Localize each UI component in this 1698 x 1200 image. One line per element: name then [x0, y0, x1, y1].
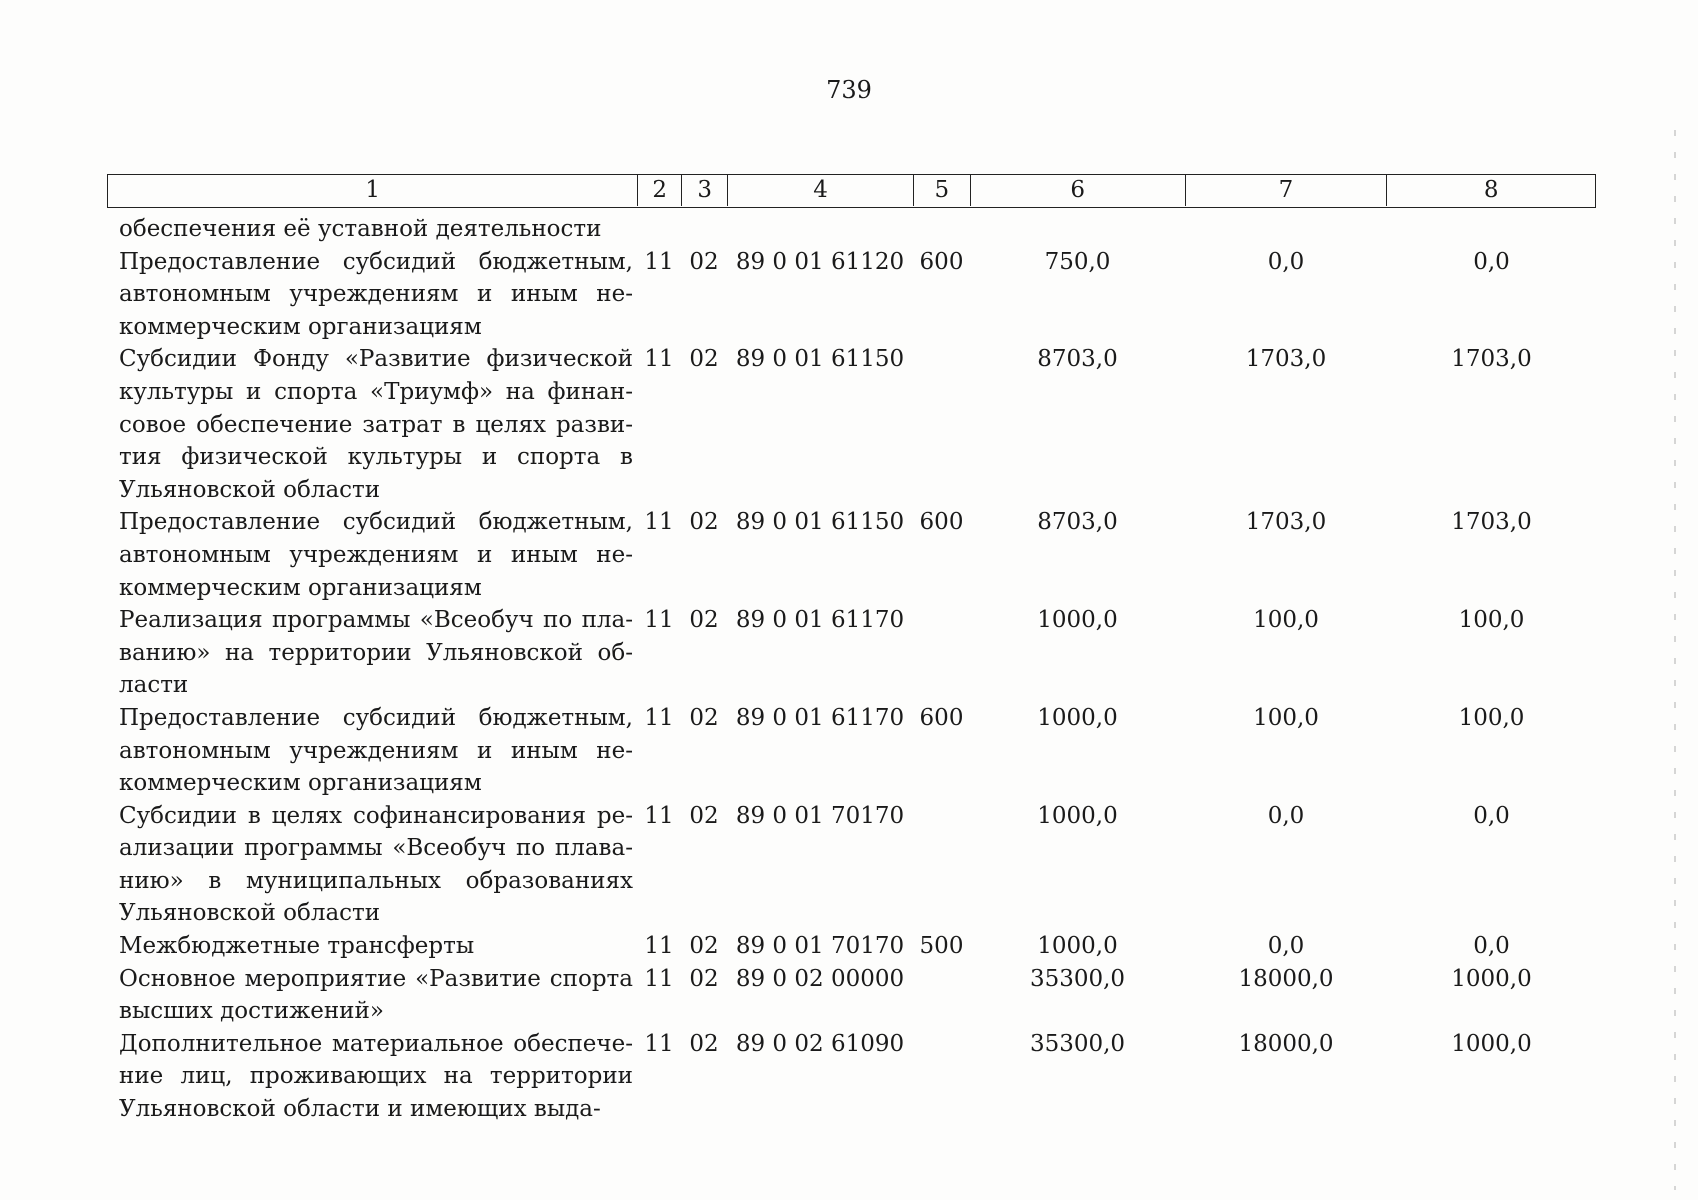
header-col-1: 1	[365, 177, 380, 203]
description-line: ванию» на территории Ульяновской об-	[119, 639, 633, 666]
table-header	[107, 174, 1596, 208]
table-row	[107, 1028, 1596, 1126]
table-row	[107, 800, 1596, 930]
cell-col-4: 89 0 01 61170	[735, 607, 905, 634]
description-line: Предоставление субсидий бюджетным,	[119, 248, 633, 275]
description-line: совое обеспечение затрат в целях разви-	[119, 411, 633, 438]
cell-col-2: 11	[644, 509, 674, 536]
cell-col-8: 100,0	[1458, 704, 1525, 731]
cell-col-3: 02	[689, 965, 719, 992]
cell-col-8: 1000,0	[1451, 965, 1532, 992]
cell-col-6: 1000,0	[1037, 607, 1118, 634]
row-description	[107, 800, 637, 930]
description-line: обеспечения её уставной деятельности	[119, 216, 602, 242]
cell-col-6: 1000,0	[1037, 802, 1118, 829]
description-line: Ульяновской области	[119, 900, 381, 927]
description-line: Предоставление субсидий бюджетным,	[119, 704, 633, 731]
cell-col-4: 89 0 02 00000	[735, 965, 905, 992]
description-line: Межбюджетные трансферты	[119, 933, 475, 960]
cell-col-7: 100,0	[1253, 704, 1319, 731]
cell-col-7: 0,0	[1267, 248, 1305, 275]
page-number: 739	[826, 76, 872, 104]
cell-col-6: 35300,0	[1029, 1030, 1126, 1057]
table-body	[107, 213, 1596, 1126]
description-line: автономным учреждениям и иным не-	[119, 541, 633, 568]
cell-col-2: 11	[644, 607, 674, 634]
cell-col-6: 8703,0	[1037, 346, 1118, 373]
cell-col-5: 600	[919, 509, 964, 536]
description-line: коммерческим организациям	[119, 574, 482, 601]
header-col-5: 5	[913, 175, 970, 206]
cell-col-4: 89 0 01 70170	[735, 933, 905, 960]
cell-col-8: 100,0	[1458, 607, 1525, 634]
description-line: Дополнительное материальное обеспече-	[119, 1030, 633, 1057]
header-col-2: 2	[637, 175, 681, 206]
table-row	[107, 213, 1596, 246]
cell-col-5: 600	[919, 248, 964, 275]
description-line: Субсидии в целях софинансирования ре-	[119, 802, 633, 829]
cell-col-7: 1703,0	[1245, 509, 1327, 536]
row-description	[107, 1028, 637, 1126]
row-description	[107, 506, 637, 604]
cell-col-4: 89 0 01 70170	[735, 802, 905, 829]
cell-col-2: 11	[644, 965, 674, 992]
description-line: ние лиц, проживающих на территории	[119, 1063, 633, 1090]
row-description	[107, 343, 637, 506]
cell-col-8: 1703,0	[1451, 509, 1532, 536]
cell-col-7: 0,0	[1267, 933, 1305, 960]
cell-col-4: 89 0 02 61090	[735, 1030, 905, 1057]
header-col-7: 7	[1185, 175, 1387, 206]
description-line: коммерческим организациям	[119, 770, 482, 797]
cell-col-6: 35300,0	[1029, 965, 1126, 992]
table-row	[107, 246, 1596, 344]
cell-col-3: 02	[689, 248, 719, 275]
cell-col-8: 0,0	[1473, 248, 1510, 275]
description-line: Субсидии Фонду «Развитие физической	[119, 346, 633, 373]
row-description	[107, 963, 637, 1028]
cell-col-2: 11	[644, 248, 674, 275]
cell-col-7: 100,0	[1253, 607, 1319, 634]
row-description	[107, 246, 637, 344]
description-line: Ульяновской области и имеющих выда-	[119, 1096, 601, 1123]
cell-col-2: 11	[644, 802, 674, 829]
cell-col-3: 02	[689, 704, 719, 731]
cell-col-8: 1000,0	[1451, 1030, 1532, 1057]
header-col-6: 6	[970, 175, 1185, 206]
cell-col-4: 89 0 01 61150	[735, 509, 905, 536]
description-line: Основное мероприятие «Развитие спорта	[119, 965, 633, 992]
header-col-3: 3	[681, 175, 727, 206]
cell-col-3: 02	[689, 1030, 719, 1057]
description-line: ализации программы «Всеобуч по плава-	[119, 835, 633, 862]
cell-col-6: 8703,0	[1037, 509, 1118, 536]
cell-col-4: 89 0 01 61120	[735, 248, 905, 275]
cell-col-3: 02	[689, 802, 719, 829]
cell-col-8: 1703,0	[1451, 346, 1532, 373]
row-description	[107, 213, 637, 246]
description-line: высших достижений»	[119, 998, 384, 1025]
description-line: коммерческим организациям	[119, 313, 482, 340]
table-row	[107, 604, 1596, 702]
cell-col-3: 02	[689, 509, 719, 536]
row-description	[107, 930, 637, 963]
cell-col-8: 0,0	[1473, 933, 1510, 960]
cell-col-2: 11	[644, 1030, 674, 1057]
scan-edge-marks	[1674, 130, 1676, 1190]
cell-col-7: 1703,0	[1245, 346, 1327, 373]
table-row	[107, 343, 1596, 506]
table-row	[107, 963, 1596, 1028]
cell-col-3: 02	[689, 607, 719, 634]
description-line: ласти	[119, 672, 189, 699]
cell-col-4: 89 0 01 61150	[735, 346, 905, 373]
cell-col-2: 11	[644, 704, 674, 731]
description-line: тия физической культуры и спорта в	[119, 444, 633, 471]
table-row	[107, 702, 1596, 800]
header-col-8: 8	[1386, 175, 1595, 206]
table-row	[107, 506, 1596, 604]
description-line: автономным учреждениям и иным не-	[119, 281, 633, 308]
description-line: нию» в муниципальных образованиях	[119, 867, 633, 894]
cell-col-5: 600	[919, 704, 964, 731]
cell-col-6: 1000,0	[1037, 704, 1118, 731]
cell-col-3: 02	[689, 933, 719, 960]
description-line: Предоставление субсидий бюджетным,	[119, 509, 633, 536]
cell-col-6: 1000,0	[1037, 933, 1118, 960]
table-row	[107, 930, 1596, 963]
description-line: Реализация программы «Всеобуч по пла-	[119, 607, 633, 634]
cell-col-5: 500	[919, 933, 964, 960]
cell-col-3: 02	[689, 346, 719, 373]
cell-col-7: 18000,0	[1238, 965, 1334, 992]
row-description	[107, 702, 637, 800]
description-line: Ульяновской области	[119, 476, 381, 503]
row-description	[107, 604, 637, 702]
header-col-4: 4	[727, 175, 913, 206]
cell-col-4: 89 0 01 61170	[735, 704, 905, 731]
cell-col-7: 0,0	[1267, 802, 1305, 829]
description-line: автономным учреждениям и иным не-	[119, 737, 633, 764]
cell-col-2: 11	[644, 933, 674, 960]
cell-col-2: 11	[644, 346, 674, 373]
description-line: культуры и спорта «Триумф» на финан-	[119, 378, 633, 405]
cell-col-6: 750,0	[1044, 248, 1111, 275]
cell-col-7: 18000,0	[1238, 1030, 1334, 1057]
cell-col-8: 0,0	[1473, 802, 1510, 829]
